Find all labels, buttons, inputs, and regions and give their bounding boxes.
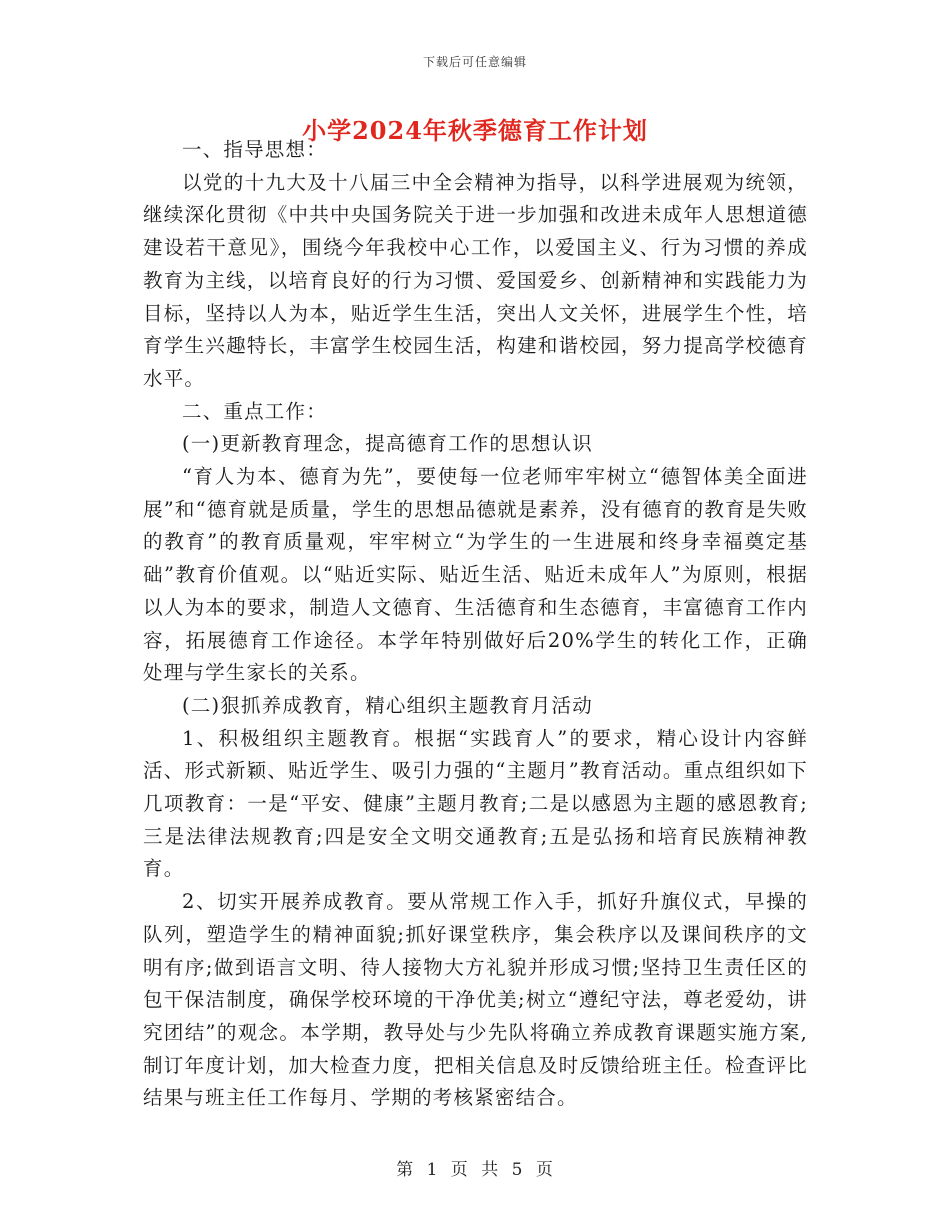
section-heading-key-work: 二、重点工作：: [182, 399, 327, 423]
document-body: [143, 134, 808, 1115]
paragraph-theme-education: 1、积极组织主题教育。根据“实践育人”的要求，精心设计内容鲜活、形式新颖、贴近学生、吸引力强的“主题月”教育活动。重点组织如下几项教育：一是“平安、健康”主题月教育;二是以感恩为主题的感恩教育;三是法律法规教育;四是安全文明交通教育;五是弘扬和培育民族精神教育。: [143, 726, 808, 881]
section-heading-guiding-thought: 一、指导思想：: [182, 138, 327, 161]
document-title: 小学2024年秋季德育工作计划: [302, 116, 648, 145]
page-number-footer: 第 1 页 共 5 页: [396, 1160, 554, 1180]
header-note: 下载后可任意编辑: [422, 55, 527, 69]
subheading-habit-education: (二)狠抓养成教育，精心组织主题教育月活动: [182, 693, 593, 717]
paragraph-habit-education: 2、切实开展养成教育。要从常规工作入手，抓好升旗仪式，早操的队列，塑造学生的精神面貌;抓好课堂秩序，集会秩序以及课间秩序的文明有序;做到语言文明、待人接物大方礼貌并形成习惯;坚持卫生责任区的包干保洁制度，确保学校环境的干净优美;树立“遵纪守法，尊老爱幼，讲究团结”的观念。本学期，教导处与少先队将确立养成教育课题实施方案,制订年度计划，加大检查力度，把相关信息及时反馈给班主任。检查评比结果与班主任工作每月、学期的考核紧密结合。: [143, 890, 808, 1110]
paragraph-update-concept: “育人为本、德育为先”，要使每一位老师牢牢树立“德智体美全面进展”和“德育就是质量，学生的思想品德就是素养，没有德育的教育是失败的教育”的教育质量观，牢牢树立“为学生的一生进展和终身幸福奠定基础”教育价值观。以“贴近实际、贴近生活、贴近未成年人”为原则，根据以人为本的要求，制造人文德育、生活德育和生态德育，丰富德育工作内容，拓展德育工作途径。本学年特别做好后20%学生的转化工作，正确处理与学生家长的关系。: [143, 465, 808, 685]
subheading-update-concept: (一)更新教育理念，提高德育工作的思想认识: [182, 432, 593, 456]
paragraph-guiding-thought: 以党的十九大及十八届三中全会精神为指导，以科学进展观为统领，继续深化贯彻《中共中央国务院关于进一步加强和改进未成年人思想道德建设若干意见》，围绕今年我校中心工作，以爱国主义、行为习惯的养成教育为主线，以培育良好的行为习惯、爱国爱乡、创新精神和实践能力为目标，坚持以人为本，贴近学生生活，突出人文关怀，进展学生个性，培育学生兴趣特长，丰富学生校园生活，构建和谐校园，努力提高学校德育水平。: [143, 170, 808, 390]
